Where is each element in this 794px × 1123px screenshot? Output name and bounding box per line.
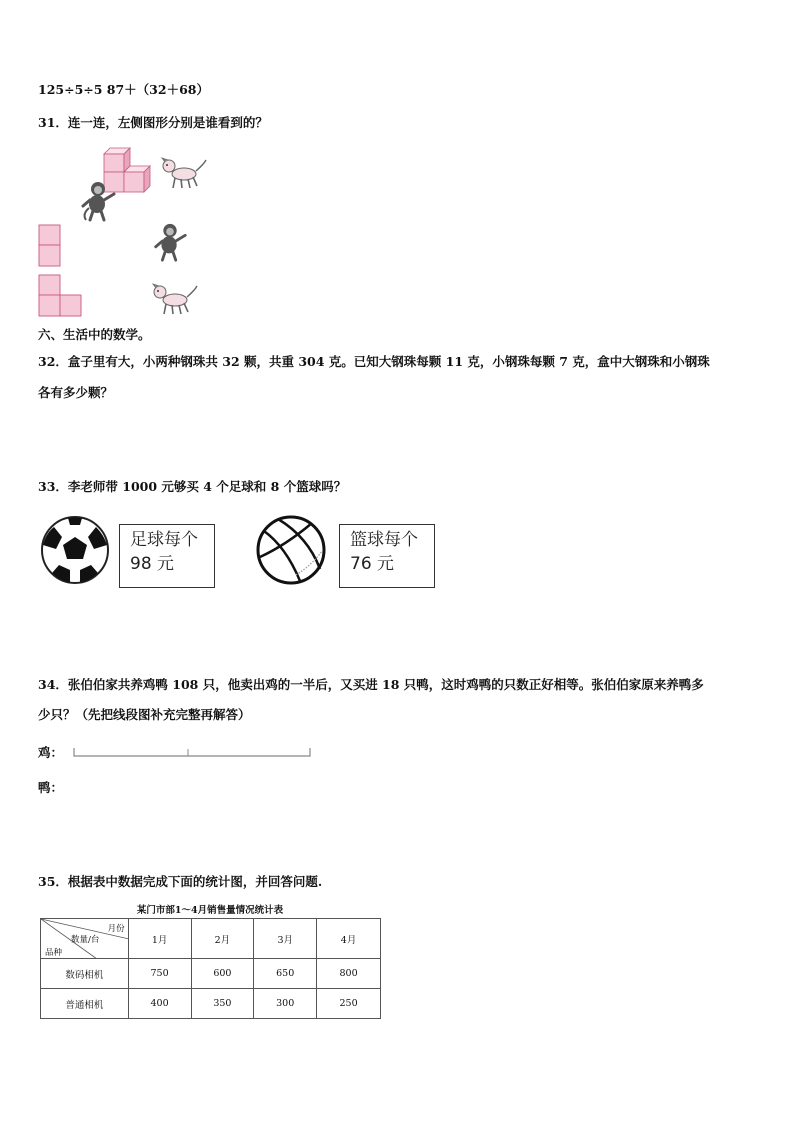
question-33-text: 33．李老师带 1000 元够买 4 个足球和 8 个篮球吗？ — [38, 479, 347, 494]
monkey-icon — [80, 180, 116, 222]
table-cell: 300 — [254, 989, 317, 1019]
table-cell: 250 — [317, 989, 381, 1019]
basketball-icon — [256, 515, 326, 585]
view-shape-l — [38, 274, 84, 318]
football-price-box — [119, 524, 215, 588]
header-diagonal-cell — [41, 919, 129, 959]
basketball-price-line2: 76 元 — [350, 554, 395, 574]
table-cell: 350 — [191, 989, 254, 1019]
section-6-title: 六、生活中的数学。 — [38, 327, 151, 342]
question-35-text: 35．根据表中数据完成下面的统计图，并回答问题. — [38, 874, 323, 889]
question-32-line2: 各有多少颗？ — [38, 385, 114, 400]
month-header: 4月 — [317, 919, 381, 959]
table-cell: 800 — [317, 959, 381, 989]
table-cell: 750 — [128, 959, 191, 989]
table-row — [41, 989, 381, 1019]
question-32-line1: 32．盒子里有大，小两种钢珠共 32 颗，共重 304 克。已知大钢珠每颗 11 克，小钢珠每颗 7 克，盒中大钢珠和小钢珠 — [38, 354, 710, 369]
table-cell: 600 — [191, 959, 254, 989]
football-icon — [40, 515, 110, 585]
chicken-segment-line — [72, 746, 314, 760]
header-month: 月份 — [107, 924, 125, 934]
question-34-line1: 34．张伯伯家共养鸡鸭 108 只，他卖出鸡的一半后，又买进 18 只鸭，这时鸡鸭的只数正好相等。张伯伯家原来养鸭多 — [38, 677, 704, 692]
chicken-label: 鸡： — [38, 745, 64, 760]
dog-icon — [160, 156, 208, 192]
dog-icon — [150, 282, 200, 318]
question-31-text: 31．连一连，左侧图形分别是谁看到的？ — [38, 115, 268, 130]
duck-label: 鸭： — [38, 780, 64, 795]
header-quantity: 数量/台 — [71, 935, 100, 945]
month-header: 3月 — [254, 919, 317, 959]
table-row — [41, 959, 381, 989]
football-price-line2: 98 元 — [130, 554, 175, 574]
football-price-line1: 足球每个 — [130, 530, 198, 550]
sales-table — [40, 918, 381, 1019]
header-kind: 品种 — [45, 948, 63, 958]
row-name: 普通相机 — [41, 989, 129, 1019]
basketball-price-line1: 篮球每个 — [350, 530, 418, 550]
monkey-icon — [150, 222, 190, 262]
table-cell: 400 — [128, 989, 191, 1019]
basketball-price-box — [339, 524, 435, 588]
month-header: 1月 — [128, 919, 191, 959]
expression-line: 125÷5÷5 87＋（32＋68） — [38, 82, 209, 97]
table-title: 某门市部1～4月销售量情况统计表 — [136, 905, 284, 916]
question-34-line2: 少只？（先把线段图补充完整再解答） — [38, 707, 251, 722]
table-cell: 650 — [254, 959, 317, 989]
row-name: 数码相机 — [41, 959, 129, 989]
month-header: 2月 — [191, 919, 254, 959]
view-shape-column — [38, 224, 62, 268]
